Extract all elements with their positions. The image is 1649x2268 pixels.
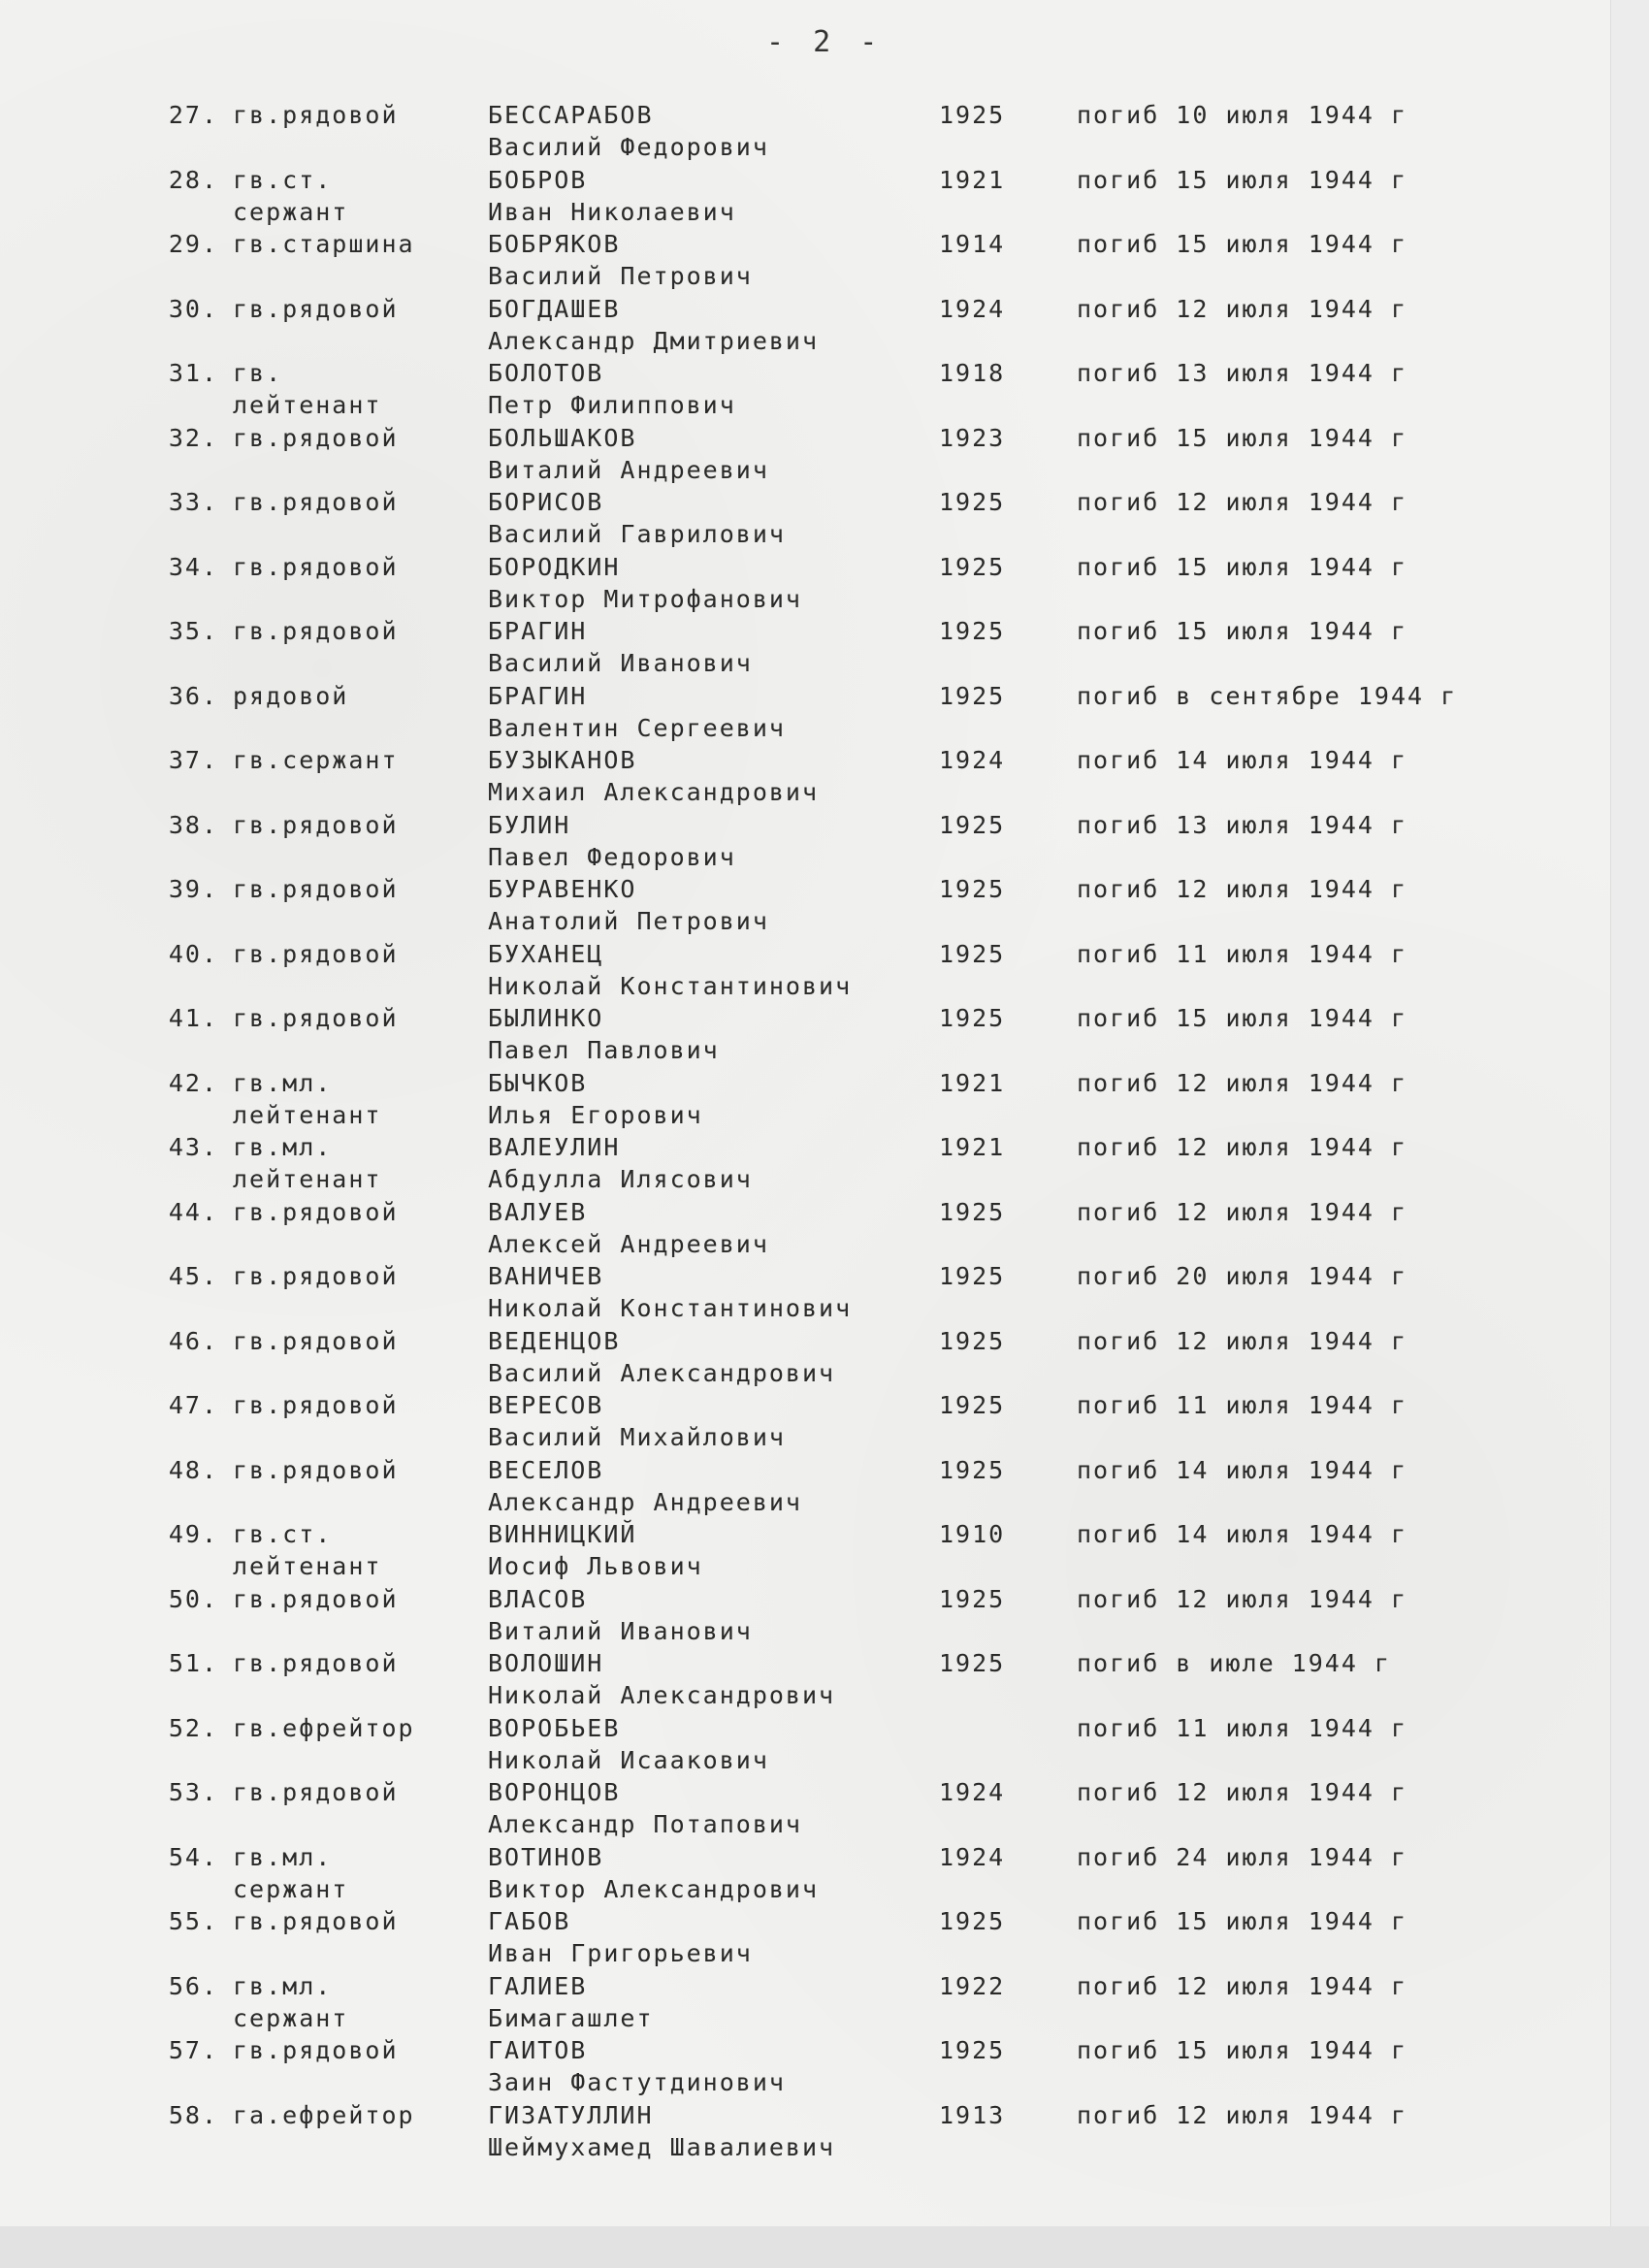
- entry-rank-continued: сержант: [233, 1874, 349, 1903]
- entry-fate: погиб 24 июля 1944 г: [1077, 1842, 1408, 1871]
- entry-fate: погиб 12 июля 1944 г: [1077, 1197, 1408, 1226]
- entry-rank: гв.рядовой: [233, 617, 399, 645]
- list-item: [0, 676, 1610, 741]
- entry-fate: погиб 12 июля 1944 г: [1077, 1326, 1408, 1355]
- entry-rank: гв.рядовой: [233, 1197, 399, 1226]
- entry-rank: рядовой: [233, 681, 349, 710]
- entry-birth-year: 1923: [939, 423, 1006, 452]
- list-item: [0, 160, 1610, 225]
- entry-number: 44.: [168, 1197, 218, 1226]
- entry-rank: гв.рядовой: [233, 101, 399, 129]
- entry-surname: ВАЛУЕВ: [488, 1197, 588, 1226]
- entry-surname: ВЛАСОВ: [488, 1584, 588, 1613]
- entry-rank: гв.рядовой: [233, 1778, 399, 1806]
- entry-given-names: Василий Петрович: [488, 262, 753, 290]
- list-item: [0, 1450, 1610, 1515]
- entry-birth-year: 1925: [939, 1907, 1006, 1935]
- entry-birth-year: 1925: [939, 810, 1006, 839]
- list-item: [0, 418, 1610, 483]
- entry-rank: гв.мл.: [233, 1068, 333, 1097]
- entry-rank: гв.ст.: [233, 1520, 333, 1548]
- list-item: [0, 1127, 1610, 1192]
- entry-surname: БОРИСОВ: [488, 488, 604, 516]
- entry-number: 36.: [168, 681, 218, 710]
- list-item: [0, 805, 1610, 870]
- entry-given-names: Александр Дмитриевич: [488, 326, 820, 355]
- entry-rank-continued: лейтенант: [233, 1165, 382, 1193]
- entry-number: 28.: [168, 165, 218, 194]
- entry-surname: БРАГИН: [488, 681, 588, 710]
- entry-given-names: Виталий Иванович: [488, 1616, 753, 1645]
- list-item: [0, 869, 1610, 934]
- entry-rank: гв.: [233, 359, 283, 387]
- entry-birth-year: 1925: [939, 101, 1006, 129]
- entry-rank: гв.сержант: [233, 746, 399, 774]
- entry-fate: погиб 12 июля 1944 г: [1077, 488, 1408, 516]
- list-item: [0, 2095, 1610, 2160]
- entry-rank: гв.рядовой: [233, 2036, 399, 2064]
- entry-birth-year: 1925: [939, 1391, 1006, 1419]
- entry-rank: гв.рядовой: [233, 1455, 399, 1484]
- entry-rank: гв.рядовой: [233, 423, 399, 452]
- entry-surname: БОБРЯКОВ: [488, 230, 621, 258]
- entry-fate: погиб 14 июля 1944 г: [1077, 1520, 1408, 1548]
- entry-surname: БУХАНЕЦ: [488, 939, 604, 968]
- entry-given-names: Виталий Андреевич: [488, 455, 769, 484]
- entry-fate: погиб 14 июля 1944 г: [1077, 1455, 1408, 1484]
- entry-fate: погиб 12 июля 1944 г: [1077, 875, 1408, 903]
- list-item: [0, 1772, 1610, 1837]
- entry-fate: погиб 11 июля 1944 г: [1077, 1391, 1408, 1419]
- list-item: [0, 998, 1610, 1063]
- entry-number: 48.: [168, 1455, 218, 1484]
- entry-given-names: Александр Потапович: [488, 1810, 802, 1838]
- entry-number: 33.: [168, 488, 218, 516]
- entry-surname: БЫЧКОВ: [488, 1068, 588, 1097]
- entry-rank: гв.рядовой: [233, 1907, 399, 1935]
- entry-birth-year: 1925: [939, 617, 1006, 645]
- entry-birth-year: 1925: [939, 1197, 1006, 1226]
- list-item: [0, 289, 1610, 354]
- entry-fate: погиб 15 июля 1944 г: [1077, 230, 1408, 258]
- entry-birth-year: 1924: [939, 1778, 1006, 1806]
- entry-number: 49.: [168, 1520, 218, 1548]
- entry-rank-continued: лейтенант: [233, 1100, 382, 1129]
- entry-rank: гв.рядовой: [233, 1391, 399, 1419]
- entry-rank-continued: сержант: [233, 197, 349, 226]
- entry-given-names: Николай Александрович: [488, 1681, 836, 1709]
- entry-rank: гв.старшина: [233, 230, 415, 258]
- entry-surname: ГИЗАТУЛЛИН: [488, 2100, 654, 2129]
- entry-number: 55.: [168, 1907, 218, 1935]
- entry-number: 35.: [168, 617, 218, 645]
- entry-birth-year: 1924: [939, 1842, 1006, 1871]
- entry-birth-year: 1925: [939, 681, 1006, 710]
- entry-surname: БОРОДКИН: [488, 552, 621, 581]
- entry-given-names: Николай Исаакович: [488, 1745, 769, 1774]
- entry-rank: гв.рядовой: [233, 810, 399, 839]
- entry-surname: БОБРОВ: [488, 165, 588, 194]
- entry-rank: гв.рядовой: [233, 488, 399, 516]
- entry-given-names: Иван Николаевич: [488, 197, 736, 226]
- list-item: [0, 1643, 1610, 1708]
- entry-surname: ВАНИЧЕВ: [488, 1262, 604, 1290]
- entry-fate: погиб 11 июля 1944 г: [1077, 939, 1408, 968]
- entry-fate: погиб 12 июля 1944 г: [1077, 1778, 1408, 1806]
- entry-birth-year: 1913: [939, 2100, 1006, 2129]
- entry-number: 39.: [168, 875, 218, 903]
- entry-fate: погиб 14 июля 1944 г: [1077, 746, 1408, 774]
- entry-surname: БЫЛИНКО: [488, 1004, 604, 1032]
- entry-rank: гв.рядовой: [233, 1326, 399, 1355]
- entry-number: 43.: [168, 1133, 218, 1161]
- entry-number: 58.: [168, 2100, 218, 2129]
- entry-given-names: Николай Константинович: [488, 971, 853, 1000]
- entry-surname: ГАБОВ: [488, 1907, 571, 1935]
- entry-number: 30.: [168, 294, 218, 323]
- entry-rank: гв.рядовой: [233, 939, 399, 968]
- entry-rank: гв.рядовой: [233, 1262, 399, 1290]
- entry-given-names: Павел Федорович: [488, 842, 736, 871]
- entry-surname: БРАГИН: [488, 617, 588, 645]
- entry-number: 57.: [168, 2036, 218, 2064]
- entry-given-names: Василий Иванович: [488, 649, 753, 677]
- entry-number: 45.: [168, 1262, 218, 1290]
- list-item: [0, 1385, 1610, 1450]
- entry-given-names: Василий Гаврилович: [488, 520, 786, 548]
- entry-given-names: Анатолий Петрович: [488, 907, 769, 935]
- entry-number: 31.: [168, 359, 218, 387]
- list-item: [0, 1514, 1610, 1579]
- entry-rank-continued: лейтенант: [233, 1552, 382, 1580]
- entry-birth-year: 1925: [939, 1004, 1006, 1032]
- entry-surname: БУЗЫКАНОВ: [488, 746, 637, 774]
- entry-given-names: Александр Андреевич: [488, 1487, 802, 1516]
- entry-surname: ГАИТОВ: [488, 2036, 588, 2064]
- entry-birth-year: 1925: [939, 1262, 1006, 1290]
- entry-given-names: Петр Филиппович: [488, 391, 736, 419]
- entry-birth-year: 1925: [939, 875, 1006, 903]
- list-item: [0, 1837, 1610, 1902]
- entry-given-names: Николай Константинович: [488, 1294, 853, 1322]
- entry-number: 34.: [168, 552, 218, 581]
- entry-fate: погиб в июле 1944 г: [1077, 1649, 1391, 1677]
- casualty-list: [0, 95, 1610, 2159]
- entry-birth-year: 1924: [939, 294, 1006, 323]
- entry-fate: погиб 15 июля 1944 г: [1077, 552, 1408, 581]
- entry-birth-year: 1925: [939, 1455, 1006, 1484]
- entry-fate: погиб 12 июля 1944 г: [1077, 294, 1408, 323]
- entry-fate: погиб 11 июля 1944 г: [1077, 1713, 1408, 1742]
- entry-fate: погиб 15 июля 1944 г: [1077, 423, 1408, 452]
- entry-number: 37.: [168, 746, 218, 774]
- page-number: - 2 -: [766, 25, 884, 59]
- list-item: [0, 1579, 1610, 1644]
- entry-fate: погиб 12 июля 1944 г: [1077, 1133, 1408, 1161]
- entry-birth-year: 1925: [939, 1584, 1006, 1613]
- entry-surname: БЕССАРАБОВ: [488, 101, 654, 129]
- entry-given-names: Василий Федорович: [488, 133, 769, 161]
- entry-rank: гв.рядовой: [233, 1584, 399, 1613]
- entry-birth-year: 1925: [939, 1326, 1006, 1355]
- entry-rank: гв.мл.: [233, 1971, 333, 2000]
- entry-fate: погиб 12 июля 1944 г: [1077, 2100, 1408, 2129]
- entry-birth-year: 1921: [939, 165, 1006, 194]
- entry-surname: БОГДАШЕВ: [488, 294, 621, 323]
- entry-surname: ВЕСЕЛОВ: [488, 1455, 604, 1484]
- entry-rank-continued: лейтенант: [233, 391, 382, 419]
- entry-given-names: Валентин Сергеевич: [488, 713, 786, 742]
- entry-birth-year: 1925: [939, 552, 1006, 581]
- entry-rank: гв.мл.: [233, 1133, 333, 1161]
- list-item: [0, 1901, 1610, 1966]
- entry-birth-year: 1922: [939, 1971, 1006, 2000]
- entry-rank: гв.ефрейтор: [233, 1713, 415, 1742]
- entry-number: 52.: [168, 1713, 218, 1742]
- entry-number: 46.: [168, 1326, 218, 1355]
- entry-surname: БУЛИН: [488, 810, 571, 839]
- scan-margin: [0, 2226, 1649, 2268]
- entry-fate: погиб 15 июля 1944 г: [1077, 2036, 1408, 2064]
- entry-birth-year: 1921: [939, 1133, 1006, 1161]
- entry-birth-year: 1925: [939, 1649, 1006, 1677]
- entry-rank: га.ефрейтор: [233, 2100, 415, 2129]
- entry-given-names: Шеймухамед Шавалиевич: [488, 2132, 836, 2161]
- entry-rank: гв.рядовой: [233, 875, 399, 903]
- entry-surname: ВОРОНЦОВ: [488, 1778, 621, 1806]
- entry-given-names: Илья Егорович: [488, 1100, 703, 1129]
- entry-number: 53.: [168, 1778, 218, 1806]
- entry-fate: погиб 15 июля 1944 г: [1077, 165, 1408, 194]
- entry-birth-year: 1918: [939, 359, 1006, 387]
- entry-surname: ВАЛЕУЛИН: [488, 1133, 621, 1161]
- entry-number: 47.: [168, 1391, 218, 1419]
- entry-fate: погиб 15 июля 1944 г: [1077, 1907, 1408, 1935]
- entry-given-names: Михаил Александрович: [488, 778, 820, 806]
- list-item: [0, 547, 1610, 612]
- entry-surname: ВОТИНОВ: [488, 1842, 604, 1871]
- entry-number: 29.: [168, 230, 218, 258]
- entry-birth-year: 1924: [939, 746, 1006, 774]
- entry-surname: ВОЛОШИН: [488, 1649, 604, 1677]
- entry-number: 51.: [168, 1649, 218, 1677]
- entry-surname: БОЛОТОВ: [488, 359, 604, 387]
- entry-birth-year: 1925: [939, 488, 1006, 516]
- entry-number: 40.: [168, 939, 218, 968]
- entry-number: 50.: [168, 1584, 218, 1613]
- entry-rank: гв.мл.: [233, 1842, 333, 1871]
- entry-surname: БОЛЬШАКОВ: [488, 423, 637, 452]
- entry-number: 41.: [168, 1004, 218, 1032]
- entry-given-names: Виктор Митрофанович: [488, 584, 802, 613]
- list-item: [0, 482, 1610, 547]
- entry-rank: гв.ст.: [233, 165, 333, 194]
- entry-rank-continued: сержант: [233, 2003, 349, 2032]
- entry-given-names: Иосиф Львович: [488, 1552, 703, 1580]
- entry-given-names: Иван Григорьевич: [488, 1939, 753, 1967]
- entry-fate: погиб 20 июля 1944 г: [1077, 1262, 1408, 1290]
- entry-given-names: Алексей Андреевич: [488, 1229, 769, 1258]
- entry-given-names: Павел Павлович: [488, 1036, 720, 1064]
- list-item: [0, 1063, 1610, 1128]
- entry-number: 56.: [168, 1971, 218, 2000]
- entry-given-names: Виктор Александрович: [488, 1874, 820, 1903]
- entry-birth-year: 1921: [939, 1068, 1006, 1097]
- entry-rank: гв.рядовой: [233, 1004, 399, 1032]
- entry-fate: погиб 15 июля 1944 г: [1077, 617, 1408, 645]
- entry-birth-year: 1914: [939, 230, 1006, 258]
- entry-number: 38.: [168, 810, 218, 839]
- entry-rank: гв.рядовой: [233, 552, 399, 581]
- entry-rank: гв.рядовой: [233, 294, 399, 323]
- entry-number: 27.: [168, 101, 218, 129]
- entry-birth-year: 1910: [939, 1520, 1006, 1548]
- entry-rank: гв.рядовой: [233, 1649, 399, 1677]
- entry-number: 54.: [168, 1842, 218, 1871]
- list-item: [0, 1321, 1610, 1386]
- entry-number: 42.: [168, 1068, 218, 1097]
- entry-given-names: Бимагашлет: [488, 2003, 654, 2032]
- entry-fate: погиб 12 июля 1944 г: [1077, 1584, 1408, 1613]
- list-item: [0, 2030, 1610, 2095]
- entry-fate: погиб 15 июля 1944 г: [1077, 1004, 1408, 1032]
- entry-fate: погиб 12 июля 1944 г: [1077, 1971, 1408, 2000]
- entry-surname: ВИННИЦКИЙ: [488, 1520, 637, 1548]
- entry-fate: погиб 10 июля 1944 г: [1077, 101, 1408, 129]
- list-item: [0, 1192, 1610, 1257]
- entry-surname: БУРАВЕНКО: [488, 875, 637, 903]
- entry-surname: ВЕРЕСОВ: [488, 1391, 604, 1419]
- list-item: [0, 1256, 1610, 1321]
- entry-given-names: Заин Фастутдинович: [488, 2068, 786, 2096]
- entry-birth-year: 1925: [939, 939, 1006, 968]
- entry-given-names: Василий Михайлович: [488, 1423, 786, 1451]
- list-item: [0, 353, 1610, 418]
- list-item: [0, 95, 1610, 160]
- entry-fate: погиб 13 июля 1944 г: [1077, 810, 1408, 839]
- list-item: [0, 1708, 1610, 1773]
- list-item: [0, 1966, 1610, 2031]
- entry-given-names: Василий Александрович: [488, 1358, 836, 1387]
- list-item: [0, 740, 1610, 805]
- entry-fate: погиб 13 июля 1944 г: [1077, 359, 1408, 387]
- entry-birth-year: 1925: [939, 2036, 1006, 2064]
- list-item: [0, 611, 1610, 676]
- entry-fate: погиб 12 июля 1944 г: [1077, 1068, 1408, 1097]
- entry-fate: погиб в сентябре 1944 г: [1077, 681, 1458, 710]
- entry-number: 32.: [168, 423, 218, 452]
- entry-given-names: Абдулла Илясович: [488, 1165, 753, 1193]
- entry-surname: ГАЛИЕВ: [488, 1971, 588, 2000]
- list-item: [0, 224, 1610, 289]
- list-item: [0, 934, 1610, 999]
- entry-surname: ВЕДЕНЦОВ: [488, 1326, 621, 1355]
- entry-surname: ВОРОБЬЕВ: [488, 1713, 621, 1742]
